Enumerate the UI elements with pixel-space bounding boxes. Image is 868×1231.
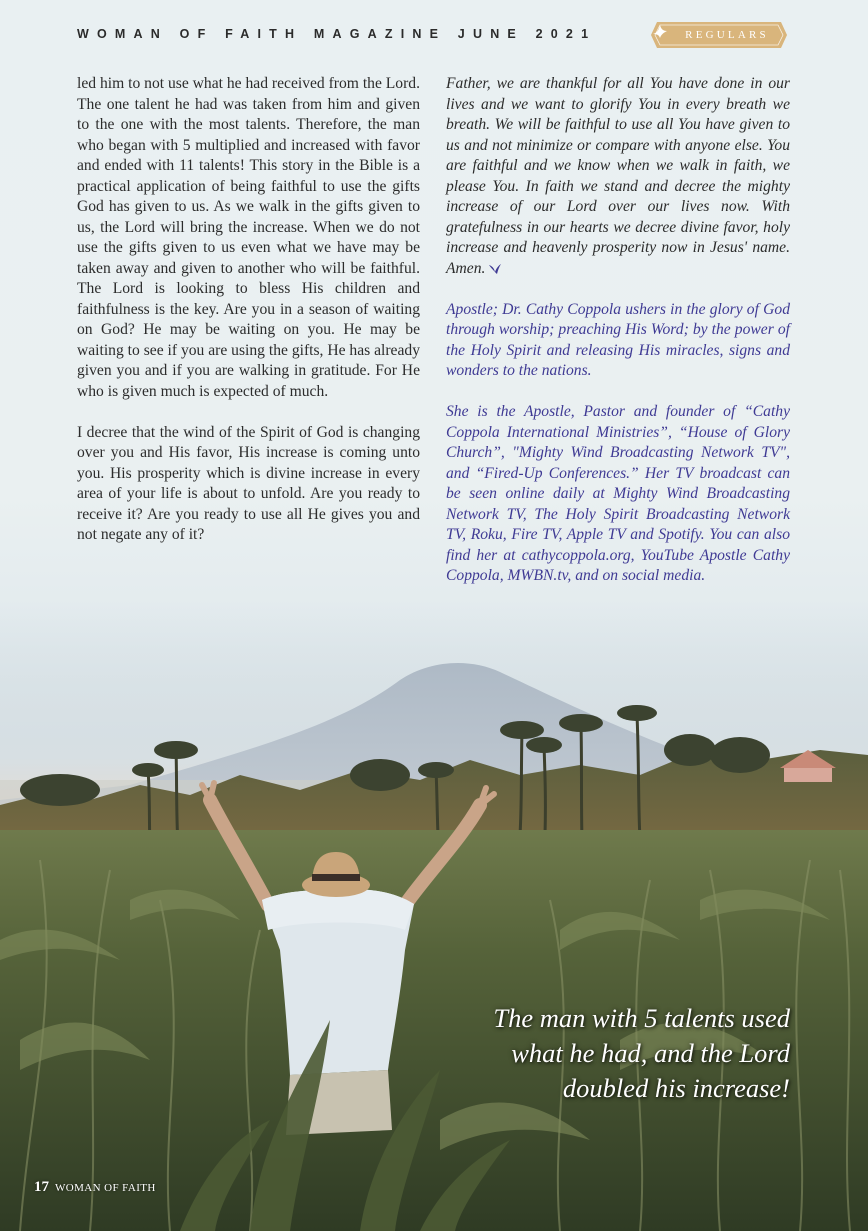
masthead: WOMAN OF FAITH MAGAZINE JUNE 2021: [77, 27, 597, 41]
section-badge: [651, 22, 787, 48]
right-column: [446, 74, 790, 607]
photo-illustration: [0, 600, 868, 1231]
left-column: [77, 74, 420, 566]
body-paragraph: I decree that the wind of the Spirit of God is changing over you and His favor, His increase is coming unto you. His prosperity which is divine increase in every area of your life is about to unfold. Are you ready to receive it? Are you ready to use all He gives you and not negate any of it?: [77, 423, 420, 543]
section-badge-label: REGULARS: [685, 29, 769, 41]
pull-quote-line: doubled his increase!: [562, 1073, 790, 1103]
page-number: 17: [34, 1179, 49, 1195]
author-bio-paragraph: She is the Apostle, Pastor and founder of “Cathy Coppola International Ministries”, “House of Glory Church”, "Mighty Wind Broadcasting Network TV", and “Fired-Up Conferences.” Her TV broadcast can be seen online daily at Mighty Wind Broadcasting Network TV, The Holy Spirit Broadcasting Network TV, Roku, Fire TV, Apple TV and Spotify. You can also find her at cathycoppola.org, YouTube Apostle Cathy Coppola, MWBN.tv, and on social media.: [446, 403, 790, 584]
footer-brand: WOMAN OF FAITH: [55, 1182, 156, 1194]
body-paragraph: led him to not use what he had received from the Lord. The one talent he had was taken from him and given to the one with the most talents. Therefore, the man who began with 5 multiplied and increased with favor and ended with 11 talents! This story in the Bible is a practical application of being faithful to use the gifts God has given to us. As we walk in the gifts given to us, the Lord will bring the increase. When we do not use the gifts given to us even what we have may be taken away and given to another who will be faithful. The Lord is looking to bless His children and faithfulness is the key. Are you in a season of waiting on God? He may be waiting on you. He may be waiting to see if you are using the gifts, He has already given you and if you are walking in gratitude. For He who is given much is expected of much.: [77, 75, 420, 400]
prayer-paragraph: [446, 74, 790, 279]
cornfield-photo: [0, 600, 868, 1231]
author-bio-paragraph: Apostle; Dr. Cathy Coppola ushers in the glory of God through worship; preaching His Word; by the power of the Holy Spirit and releasing His miracles, signs and wonders to the nations.: [446, 300, 790, 379]
pull-quote-line: The man with 5 talents used: [493, 1003, 790, 1033]
pull-quote: [440, 1001, 790, 1106]
pull-quote-line: what he had, and the Lord: [511, 1038, 790, 1068]
prayer-text: Father, we are thankful for all You have done in our lives and we want to glorify You in every breath we breath. We will be faithful to use all You have given to us and not minimize or compare with anyone else. You are faithful and we know when we walk in faith, we please You. In faith we stand and decree the mighty increase of our Lord over our lives now. With gratefulness in our hearts we decree divine favor, holy increase and heavenly prosperity now in Jesus' name. Amen.: [446, 75, 790, 277]
dove-end-mark-icon: [488, 263, 502, 275]
page-footer: [34, 1178, 156, 1196]
